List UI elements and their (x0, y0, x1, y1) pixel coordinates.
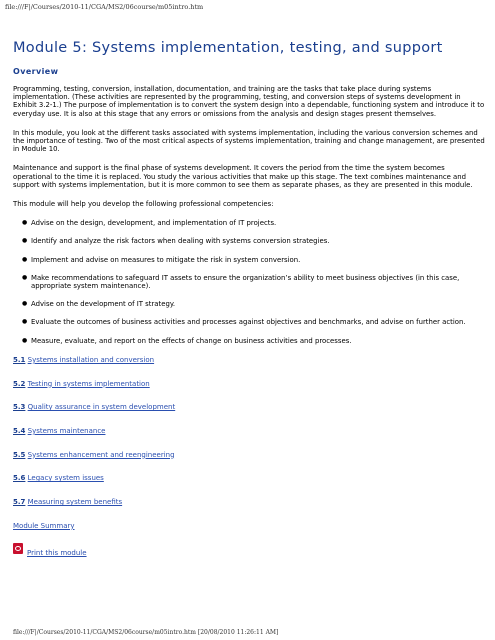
module-scope-paragraph: In this module, you look at the different tasks associated with systems implementation, including the various conversion schemes and the importance of testing. Two of the most critical aspects of systems implementation, training and change management, are presented in Module 10. (13, 128, 485, 154)
pdf-icon[interactable] (13, 543, 23, 554)
list-item: ● Measure, evaluate, and report on the effects of change on business activities and processes. (22, 336, 352, 345)
competency-list (13, 219, 485, 345)
page-title: Module 5: Systems implementation, testing, and support (13, 40, 443, 56)
list-item: ● Identify and analyze the risk factors when dealing with systems conversion strategies. (22, 237, 330, 246)
topic-links (13, 356, 485, 530)
maintenance-paragraph: Maintenance and support is the final phase of systems development. It covers the period from the time the system becomes operational to the time it is replaced. You study the various activities that make up this stage. The text combines maintenance and support with systems implementation, but it is more common to see them as separate phases, as they are presented in this module. (13, 164, 473, 189)
module-summary-link[interactable]: Module Summary (13, 521, 75, 530)
overview-heading: Overview (13, 67, 59, 76)
topic-link-5-7[interactable]: 5.7 Measuring system benefits (13, 497, 123, 506)
bullet-icon: ● (22, 300, 28, 308)
bullet-icon: ● (22, 255, 28, 263)
topic-link-5-5[interactable]: 5.5 Systems enhancement and reengineering (13, 450, 175, 459)
list-item: ● Evaluate the outcomes of business activities and processes against objectives and benchmarks, and advise on further action. (22, 318, 466, 327)
footer-file-path: file:///F|/Courses/2010-11/CGA/MS2/06course/m05intro.htm [20/08/2010 11:26:11 AM] (13, 629, 279, 636)
topic-link-5-2[interactable]: 5.2 Testing in systems implementation (13, 379, 150, 388)
bullet-icon: ● (22, 318, 28, 326)
list-item: ● Implement and advise on measures to mitigate the risk in system conversion. (22, 255, 301, 264)
topic-link-5-4[interactable]: 5.4 Systems maintenance (13, 426, 106, 435)
bullet-icon: ● (22, 336, 28, 344)
bullet-icon: ● (22, 237, 28, 245)
topic-link-5-6[interactable]: 5.6 Legacy system issues (13, 474, 104, 483)
topic-link-5-1[interactable]: 5.1 Systems installation and conversion (13, 355, 155, 364)
list-item: ● Make recommendations to safeguard IT assets to ensure the organization’s ability to meet business objectives (in this case, appropriate system maintenance). (22, 273, 460, 291)
competencies-intro: This module will help you develop the following professional competencies: (13, 200, 274, 209)
bullet-icon: ● (22, 273, 28, 281)
page-content (13, 40, 485, 557)
print-module-row[interactable] (13, 543, 485, 557)
list-item: ● Advise on the design, development, and implementation of IT projects. (22, 219, 277, 228)
bullet-icon: ● (22, 219, 28, 227)
print-module-link[interactable]: Print this module (27, 548, 87, 557)
intro-paragraph: Programming, testing, conversion, installation, documentation, and training are the tasks that take place during systems implementation. (These activities are represented by the programming, testing, and conversion steps of systems development in Exhibit 3.2-1.) The purpose of implementation is to convert the system design into a dependable, functioning system and introduce it to everyday use. It is also at this stage that any errors or omissions from the analysis and design stages present themselves. (13, 85, 485, 118)
header-file-path: file:///F|/Courses/2010-11/CGA/MS2/06course/m05intro.htm (5, 3, 204, 11)
topic-link-5-3[interactable]: 5.3 Quality assurance in system development (13, 403, 176, 412)
list-item: ● Advise on the development of IT strategy. (22, 300, 176, 309)
